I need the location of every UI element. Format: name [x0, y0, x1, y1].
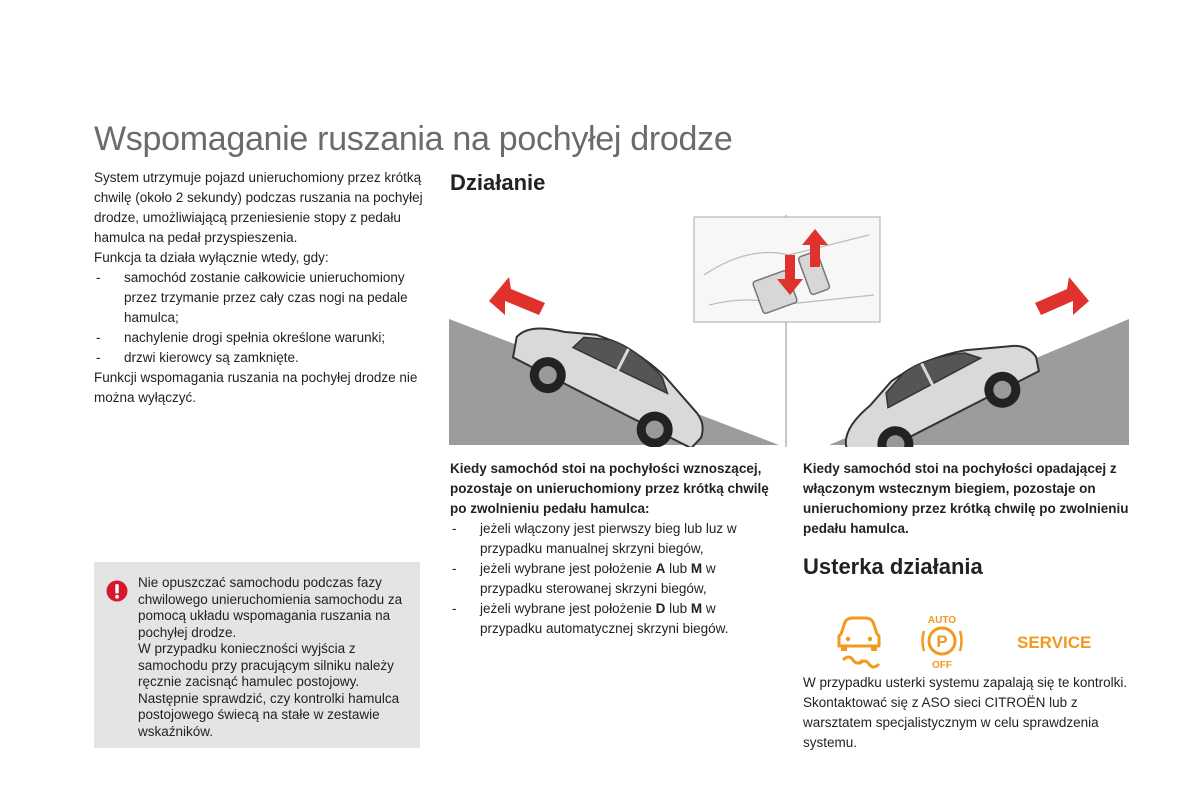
list-item	[450, 559, 780, 599]
list-item	[450, 519, 780, 559]
auto-p-bottom: OFF	[932, 660, 952, 670]
condition-list	[94, 268, 424, 368]
warning-paragraph: Nie opuszczać samochodu podczas fazy chwilowego unieruchomienia samochodu za pomocą układu wspomagania ruszania na pochyłej drodze.	[138, 575, 403, 640]
intro-condition-lead: Funkcja ta działa wyłącznie wtedy, gdy:	[94, 250, 329, 265]
gear-label: A	[655, 561, 666, 576]
item-text: jeżeli włączony jest pierwszy bieg lub luz w przypadku manualnej skrzyni biegów,	[480, 521, 737, 556]
hill-start-illustration	[449, 215, 1129, 447]
caption-downhill: Kiedy samochód stoi na pochyłości opadającej z włączonym wstecznym biegiem, pozostaje on unieruchomiony przez krótką chwilę po zwolnieniu pedału hamulca.	[803, 461, 1129, 536]
warning-box	[94, 562, 420, 748]
exclamation-icon	[106, 580, 128, 602]
section-heading-usterka: Usterka działania	[803, 554, 983, 579]
list-item: - nachylenie drogi spełnia określone warunki;	[94, 328, 424, 348]
gear-label: M	[690, 561, 703, 576]
gear-condition-list	[450, 519, 780, 639]
uphill-arrow-icon	[489, 277, 545, 315]
item-text: lub	[665, 561, 691, 576]
gear-label: M	[690, 601, 703, 616]
list-item	[450, 599, 780, 639]
item-text: jeżeli wybrane jest położenie	[480, 561, 656, 576]
item-text: w przypadku automatycznej skrzyni biegów.	[480, 601, 729, 636]
esp-skid-icon	[839, 618, 879, 667]
list-item: - samochód zostanie całkowicie unieruchomiony przez trzymanie przez cały czas nogi na pedale hamulca;	[94, 268, 424, 328]
downhill-arrow-icon	[1035, 277, 1089, 315]
item-text: jeżeli wybrane jest położenie	[480, 601, 656, 616]
service-indicator: SERVICE	[1017, 633, 1092, 652]
pedal-inset	[694, 217, 880, 322]
warning-paragraph: W przypadku konieczności wyjścia z samochodu przy pracującym silniku należy ręcznie zacisnąć hamulec postojowy. Następnie sprawdzić, czy kontrolki hamulca postojowego świecą na stałe w zestawie wskaźników.	[138, 641, 400, 739]
caption-uphill-lead: Kiedy samochód stoi na pochyłości wznoszącej, pozostaje on unieruchomiony przez krótką chwilę po zwolnieniu pedału hamulca:	[450, 461, 769, 516]
auto-p-top: AUTO	[927, 615, 957, 626]
caption-uphill	[450, 459, 780, 639]
section-heading-dzialanie: Działanie	[450, 170, 546, 195]
auto-p-letter: P	[936, 632, 948, 651]
intro-note: Funkcji wspomagania ruszania na pochyłej drodze nie można wyłączyć.	[94, 370, 418, 405]
item-text: w przypadku sterowanej skrzyni biegów,	[480, 561, 716, 596]
fault-text: W przypadku usterki systemu zapalają się te kontrolki. Skontaktować się z ASO sieci CITROËN lub z warsztatem specjalistycznym w celu sprawdzenia systemu.	[803, 675, 1128, 750]
fault-indicator-row	[835, 614, 1125, 670]
intro-paragraph: System utrzymuje pojazd unieruchomiony przez krótką chwilę (około 2 sekundy) podczas ruszania na pochyłej drodze, umożliwiającą przeniesienie stopy z pedału hamulca na pedał przyspieszenia.	[94, 170, 423, 245]
item-text: lub	[665, 601, 691, 616]
gear-label: D	[655, 601, 666, 616]
warning-text	[138, 575, 410, 740]
page-title: Wspomaganie ruszania na pochyłej drodze	[94, 120, 733, 158]
intro-section	[94, 168, 424, 408]
auto-parking-brake-off-icon	[923, 615, 962, 670]
list-item: - drzwi kierowcy są zamknięte.	[94, 348, 424, 368]
